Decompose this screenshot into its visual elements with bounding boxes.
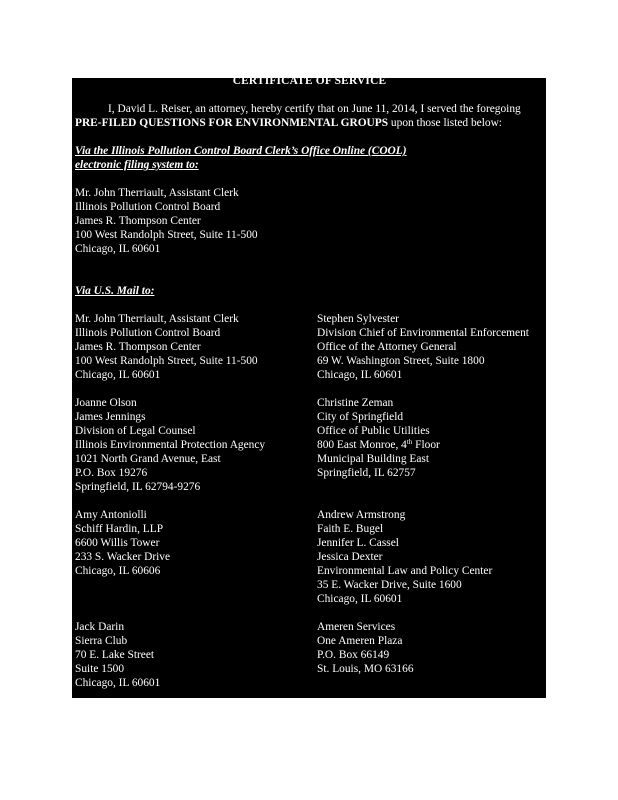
address-line: Ameren Services bbox=[317, 621, 396, 633]
intro-text-before: I, David L. Reiser, an attorney, hereby certify that on June 11, 2014, I served the foregoing bbox=[108, 103, 521, 115]
address-line: Stephen Sylvester bbox=[317, 313, 399, 325]
address-line: 70 E. Lake Street bbox=[75, 649, 155, 661]
address-line: Jack Darin bbox=[75, 621, 125, 633]
address-line: Christine Zeman bbox=[317, 397, 394, 409]
address-line: Chicago, IL 60601 bbox=[317, 369, 403, 381]
address-line: Chicago, IL 60601 bbox=[75, 677, 161, 689]
recipient-block bbox=[75, 396, 317, 494]
mail-recipients-grid bbox=[75, 312, 544, 690]
recipient-block bbox=[317, 312, 547, 382]
address-line: Jessica Dexter bbox=[317, 551, 383, 563]
address-line: Jennifer L. Cassel bbox=[317, 537, 399, 549]
address-line: Division Chief of Environmental Enforcement bbox=[317, 327, 529, 339]
recipient-block bbox=[317, 620, 547, 690]
address-line: P.O. Box 66149 bbox=[317, 649, 390, 661]
cool-heading-suffix: to: bbox=[183, 159, 199, 171]
address-line: Andrew Armstrong bbox=[317, 509, 406, 521]
address-line: Chicago, IL 60601 bbox=[75, 243, 161, 255]
address-line: Division of Legal Counsel bbox=[75, 425, 196, 437]
address-line: Mr. John Therriault, Assistant Clerk bbox=[75, 313, 239, 325]
recipient-block bbox=[75, 312, 317, 382]
address-line: 1021 North Grand Avenue, East bbox=[75, 453, 221, 465]
cool-recipient-address bbox=[75, 186, 544, 256]
address-line: Springfield, IL 62757 bbox=[317, 467, 416, 479]
mail-heading-text: Via U.S. Mail bbox=[75, 285, 139, 297]
address-line: Environmental Law and Policy Center bbox=[317, 565, 493, 577]
address-line: Illinois Environmental Protection Agency bbox=[75, 439, 266, 451]
intro-text-after: upon those listed below: bbox=[388, 117, 502, 129]
address-line: City of Springfield bbox=[317, 411, 404, 423]
address-line: James R. Thompson Center bbox=[75, 215, 201, 227]
address-line: Amy Antoniolli bbox=[75, 509, 147, 521]
address-line: St. Louis, MO 63166 bbox=[317, 663, 414, 675]
cool-section-heading bbox=[75, 144, 544, 172]
address-line: Chicago, IL 60601 bbox=[75, 369, 161, 381]
address-line: Chicago, IL 60606 bbox=[75, 565, 161, 577]
address-line: 100 West Randolph Street, Suite 11-500 bbox=[75, 355, 258, 367]
cool-heading-line1: Via the Illinois Pollution Control Board Clerk’s Office Online (COOL) bbox=[75, 145, 407, 157]
address-line: Schiff Hardin, LLP bbox=[75, 523, 164, 535]
address-line: Illinois Pollution Control Board bbox=[75, 327, 221, 339]
address-line: 69 W. Washington Street, Suite 1800 bbox=[317, 355, 485, 367]
address-line: James Jennings bbox=[75, 411, 146, 423]
recipient-block bbox=[75, 620, 317, 690]
certificate-page bbox=[72, 75, 546, 698]
address-line: Office of the Attorney General bbox=[317, 341, 457, 353]
address-line: One Ameren Plaza bbox=[317, 635, 403, 647]
address-line: Illinois Pollution Control Board bbox=[75, 201, 221, 213]
address-line: Office of Public Utilities bbox=[317, 425, 430, 437]
recipient-block bbox=[317, 508, 547, 606]
intro-document-name: PRE-FILED QUESTIONS FOR ENVIRONMENTAL GROUPS bbox=[75, 117, 389, 129]
address-line: James R. Thompson Center bbox=[75, 341, 201, 353]
certificate-title: CERTIFICATE OF SERVICE bbox=[232, 75, 387, 87]
mail-section-heading bbox=[75, 284, 544, 298]
address-line: Joanne Olson bbox=[75, 397, 137, 409]
address-line: Sierra Club bbox=[75, 635, 128, 647]
address-line: Suite 1500 bbox=[75, 663, 125, 675]
address-line: 233 S. Wacker Drive bbox=[75, 551, 171, 563]
address-line: 6600 Willis Tower bbox=[75, 537, 160, 549]
address-line: Municipal Building East bbox=[317, 453, 429, 465]
mail-heading-suffix: to: bbox=[138, 285, 155, 297]
address-line: Faith E. Bugel bbox=[317, 523, 384, 535]
recipient-block bbox=[317, 396, 547, 494]
address-line: 100 West Randolph Street, Suite 11-500 bbox=[75, 229, 258, 241]
address-line: P.O. Box 19276 bbox=[75, 467, 148, 479]
address-line: Chicago, IL 60601 bbox=[317, 593, 403, 605]
recipient-block bbox=[75, 508, 317, 606]
address-line: 35 E. Wacker Drive, Suite 1600 bbox=[317, 579, 462, 591]
intro-paragraph bbox=[75, 102, 544, 130]
address-line: Springfield, IL 62794-9276 bbox=[75, 481, 201, 493]
cool-heading-line2: electronic filing system bbox=[75, 159, 184, 171]
address-line: Mr. John Therriault, Assistant Clerk bbox=[75, 187, 239, 199]
address-line: 800 East Monroe, 4th Floor bbox=[317, 438, 440, 451]
